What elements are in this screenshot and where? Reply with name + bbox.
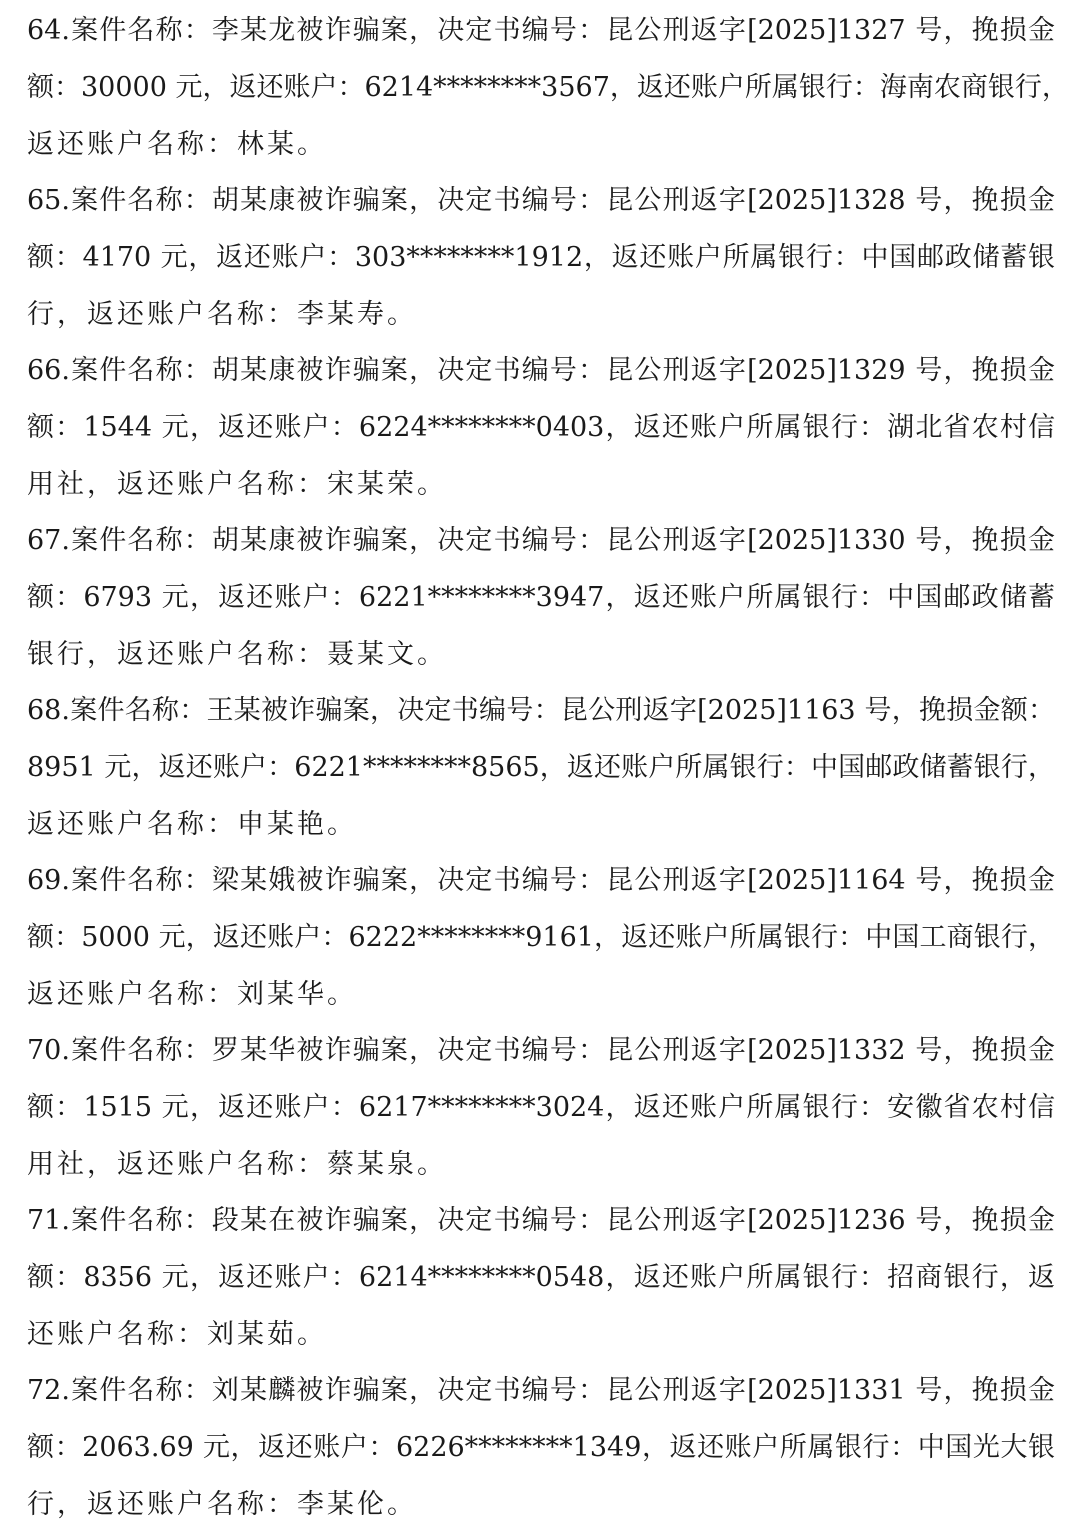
entry-line: 69.案件名称：梁某娥被诈骗案，决定书编号：昆公刑返字[2025]1164 号，挽损金 [27, 865, 1055, 896]
entry-line: 额：4170 元，返还账户：303********1912，返还账户所属银行：中国邮政储蓄银 [27, 242, 1055, 273]
entry-line: 65.案件名称：胡某康被诈骗案，决定书编号：昆公刑返字[2025]1328 号，挽损金 [27, 185, 1055, 216]
entry-line: 72.案件名称：刘某麟被诈骗案，决定书编号：昆公刑返字[2025]1331 号，挽损金 [27, 1375, 1055, 1406]
entry-line: 67.案件名称：胡某康被诈骗案，决定书编号：昆公刑返字[2025]1330 号，挽损金 [27, 525, 1055, 556]
entry-line: 用社，返还账户名称：宋某荣。 [27, 469, 447, 500]
entry-line: 额：1515 元，返还账户：6217********3024，返还账户所属银行：安徽省农村信 [27, 1092, 1055, 1123]
entry-72 [27, 1360, 1055, 1530]
entry-line: 66.案件名称：胡某康被诈骗案，决定书编号：昆公刑返字[2025]1329 号，挽损金 [27, 355, 1055, 386]
entry-line: 额：2063.69 元，返还账户：6226********1349，返还账户所属银行：中国光大银 [27, 1432, 1055, 1463]
entry-66 [27, 340, 1055, 510]
entry-69 [27, 850, 1055, 1020]
entry-70 [27, 1020, 1055, 1190]
entry-line: 额：30000 元，返还账户：6214********3567，返还账户所属银行：海南农商银行， [27, 72, 1069, 103]
entry-line: 71.案件名称：段某在被诈骗案，决定书编号：昆公刑返字[2025]1236 号，挽损金 [27, 1205, 1055, 1236]
entry-line: 70.案件名称：罗某华被诈骗案，决定书编号：昆公刑返字[2025]1332 号，挽损金 [27, 1035, 1055, 1066]
entry-line: 额：8356 元，返还账户：6214********0548，返还账户所属银行：招商银行，返 [27, 1262, 1055, 1293]
entry-line: 返还账户名称：刘某华。 [27, 979, 357, 1010]
entry-line: 行，返还账户名称：李某伦。 [27, 1489, 417, 1520]
entry-65 [27, 170, 1055, 340]
entry-line: 额：5000 元，返还账户：6222********9161，返还账户所属银行：中国工商银行， [27, 922, 1055, 953]
entry-line: 返还账户名称：申某艳。 [27, 809, 357, 840]
entry-67 [27, 510, 1055, 680]
entry-line: 额：1544 元，返还账户：6224********0403，返还账户所属银行：湖北省农村信 [27, 412, 1055, 443]
entry-line: 还账户名称：刘某茹。 [27, 1319, 327, 1350]
entry-68 [27, 680, 1055, 850]
entry-line: 返还账户名称：林某。 [27, 129, 327, 160]
entry-71 [27, 1190, 1055, 1360]
entry-line: 用社，返还账户名称：蔡某泉。 [27, 1149, 447, 1180]
entry-line: 8951 元，返还账户：6221********8565，返还账户所属银行：中国邮政储蓄银行， [27, 752, 1055, 783]
entry-line: 额：6793 元，返还账户：6221********3947，返还账户所属银行：中国邮政储蓄 [27, 582, 1055, 613]
entry-line: 银行，返还账户名称：聂某文。 [27, 639, 447, 670]
entry-line: 68.案件名称：王某被诈骗案，决定书编号：昆公刑返字[2025]1163 号，挽损金额： [27, 695, 1055, 726]
entry-64 [27, 0, 1069, 170]
entry-line: 行，返还账户名称：李某寿。 [27, 299, 417, 330]
entry-line: 64.案件名称：李某龙被诈骗案，决定书编号：昆公刑返字[2025]1327 号，挽损金 [27, 15, 1055, 46]
